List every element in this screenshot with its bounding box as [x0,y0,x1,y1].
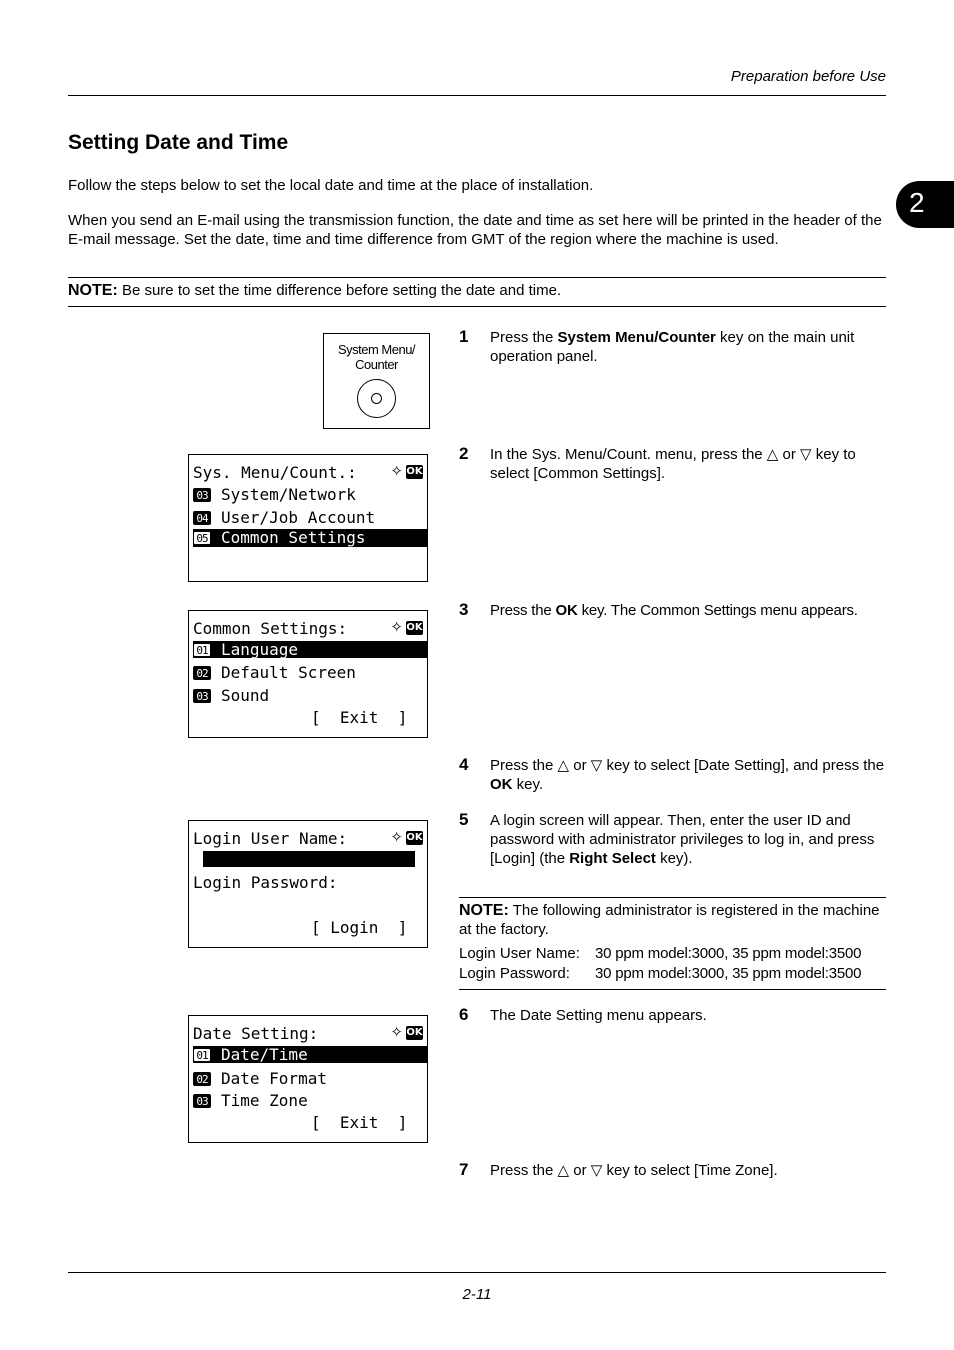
intro-paragraph-1: Follow the steps below to set the local date and time at the place of installation. [68,177,594,194]
system-menu-counter-key: System Menu/ Counter [323,333,430,429]
note-bottom-rule [459,989,886,990]
menu-item-selected: 01 Language [193,641,427,658]
lcd-title: Sys. Menu/Count.: [193,463,357,482]
step-1-text: Press the System Menu/Counter key on the main unit operation panel. [490,329,855,365]
menu-item-selected: 01 Date/Time [193,1046,427,1063]
note-top-rule [459,897,886,898]
step-4-text: Press the △ or ▽ key to select [Date Setting], and press the OK key. [490,757,885,793]
step-3-text: Press the OK key. The Common Settings menu appears. [490,602,858,619]
user-name-input [203,851,415,867]
lcd-title: Login User Name: [193,829,348,848]
footer-rule [68,1272,886,1273]
step-2-text: In the Sys. Menu/Count. menu, press the △ or ▽ key to select [Common Settings]. [490,446,856,482]
menu-item: 02 Date Format [193,1068,427,1089]
password-label: Login Password: [193,873,338,892]
softkey-exit: [ Exit ] [311,708,408,727]
step-number: 6 [459,1005,469,1024]
softkey-exit: [ Exit ] [311,1113,408,1132]
step-number: 7 [459,1160,469,1179]
lcd-sys-menu [188,454,428,582]
menu-item: 03 Time Zone [193,1090,427,1111]
page-number: 2-11 [462,1286,492,1303]
lcd-date-setting [188,1015,428,1143]
step-7-text: Press the △ or ▽ key to select [Time Zone]. [490,1162,778,1179]
step-number: 4 [459,755,469,774]
section-title: Setting Date and Time [68,131,289,154]
running-header: Preparation before Use [730,68,886,85]
header-rule [68,95,886,96]
note-user-value: 30 ppm model:3000, 35 ppm model:3500 [595,945,862,962]
note-general: NOTE: Be sure to set the time difference before setting the date and time. [68,282,562,299]
lcd-common-settings [188,610,428,738]
menu-item-selected: 05 Common Settings [193,529,427,547]
note-admin: NOTE: The following administrator is registered in the machine at the factory. [459,902,880,938]
step-number: 2 [459,444,469,463]
note-password-value: 30 ppm model:3000, 35 ppm model:3500 [595,965,862,982]
softkey-login: [ Login ] [311,918,408,937]
lcd-title: Common Settings: [193,619,348,638]
note-top-rule [68,277,886,278]
lcd-title: Date Setting: [193,1024,319,1043]
step-number: 3 [459,600,469,619]
note-bottom-rule [68,306,886,307]
chapter-tab: 2 [896,181,954,228]
step-6-text: The Date Setting menu appears. [490,1007,707,1024]
nav-ok-icon: ✧ OK [390,462,423,480]
menu-item: 03 Sound [193,685,427,706]
lcd-login [188,820,428,948]
note-password-label: Login Password: [459,965,570,982]
step-number: 1 [459,327,469,346]
intro-paragraph-2: When you send an E-mail using the transmission function, the date and time as set here will be printed in the header of the E-mail message. Set the date, time and time difference from GMT of the region where the machine is used. [68,212,882,248]
step-number: 5 [459,810,469,829]
menu-item: 03 System/Network [193,484,427,505]
menu-item: 02 Default Screen [193,662,427,683]
nav-ok-icon: ✧ OK [390,618,423,636]
nav-ok-icon: ✧ OK [390,1023,423,1041]
nav-ok-icon: ✧ OK [390,828,423,846]
menu-item: 04 User/Job Account [193,507,427,528]
note-user-label: Login User Name: [459,945,580,962]
step-5-text: A login screen will appear. Then, enter the user ID and password with administrator privileges to log in, and press [Login] (the Right Select key). [490,812,875,867]
key-led-icon [357,379,396,418]
